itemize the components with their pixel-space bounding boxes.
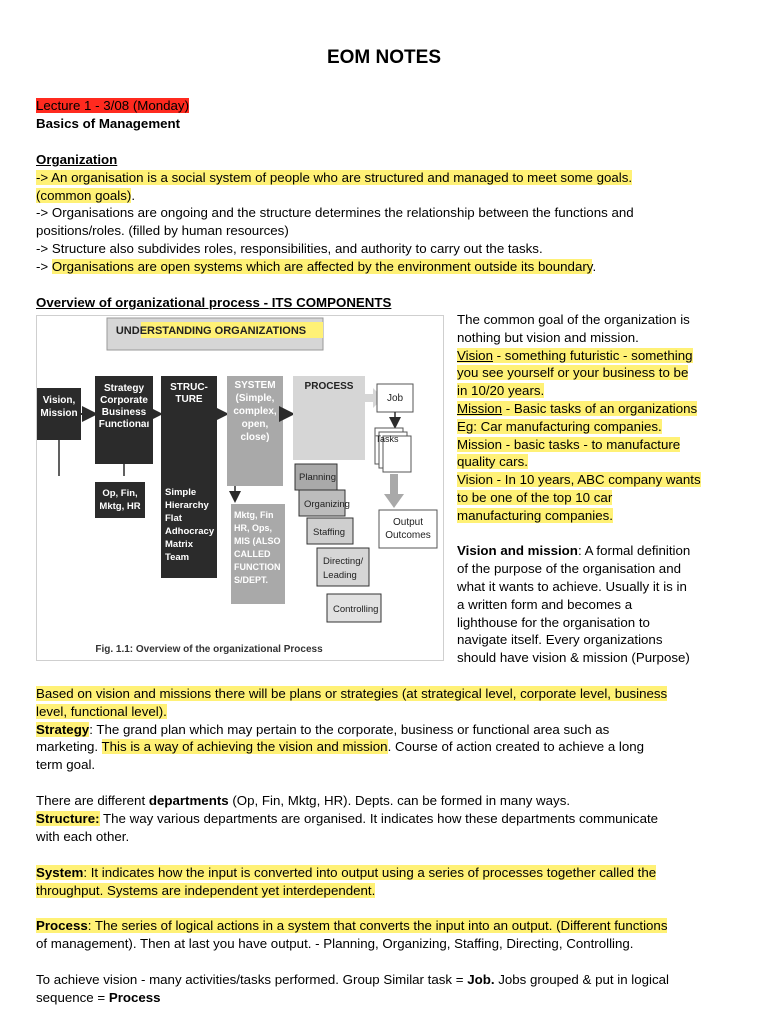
vm-def-1: : A formal definition [577, 543, 691, 559]
diagram-label: Tasks [375, 434, 399, 444]
process-result-term: Process [108, 989, 161, 1005]
plans-paragraph [36, 685, 726, 774]
overview-heading: Overview of organizational process - ITS COMPONENTS [36, 295, 392, 310]
org-point-1-cont: (common goals) [36, 187, 132, 203]
output-box [379, 510, 437, 548]
diagram-label: Organizing [304, 499, 350, 510]
tasks-box [375, 428, 411, 472]
strategy-def-2c: . Course of action created to achieve a long [387, 739, 645, 755]
org-point-1: -> An organisation is a social system of people who are structured and managed to meet some goals. [36, 169, 633, 185]
diagram-label: CALLED [234, 549, 271, 559]
structure-box [161, 376, 217, 482]
vision-def-2: you see yourself or your business to be [457, 365, 689, 381]
side-line-1: The common goal of the organization is [457, 312, 690, 327]
side-line-2: nothing but vision and mission. [457, 329, 639, 345]
tasks-pre: To achieve vision - many activities/tasks performed. Group Similar task = [36, 972, 468, 987]
diagram-label: Hierarchy [165, 500, 209, 511]
vm-def-5: lighthouse for the organisation to [457, 614, 650, 630]
mission-example-2: quality cars. [457, 454, 528, 470]
departments-post: (Op, Fin, Mktg, HR). Depts. can be formed in many ways. [228, 793, 571, 808]
example-line: Eg: Car manufacturing companies. [457, 418, 662, 434]
diagram-label: Leading [323, 570, 357, 581]
vm-def-7: should have vision & mission (Purpose) [457, 650, 690, 666]
org-point-2: -> Organisations are ongoing and the structure determines the relationship between the functions and [36, 205, 634, 221]
diagram-label: SYSTEM [234, 380, 276, 391]
vision-example-2: to be one of the top 10 car [457, 489, 613, 505]
org-point-1-tail: . [131, 187, 136, 203]
diagram-label: HR, Ops, [234, 523, 273, 533]
functions-box [231, 504, 285, 604]
org-point-4-prefix: -> [36, 258, 52, 274]
vision-mission-term: Vision and mission [457, 543, 578, 559]
organization-section [36, 151, 726, 276]
diagram-label: Strategy [103, 383, 145, 394]
job-term: Job. [467, 972, 495, 987]
vision-example-1: Vision - In 10 years, ABC company wants [457, 472, 701, 488]
mission-def-1: - Basic tasks of an organizations [502, 400, 698, 416]
departments-pre: There are different [36, 793, 149, 808]
lecture-subtitle: Basics of Management [36, 115, 181, 131]
diagram-label: Mission [40, 408, 78, 419]
lecture-label: Lecture 1 - 3/08 (Monday) [36, 98, 189, 113]
strategy-term: Strategy [36, 721, 90, 737]
diagram-label: Job [386, 393, 404, 404]
system-term: System [36, 865, 84, 880]
strategy-box [95, 376, 153, 464]
strategy-def-2b: This is a way of achieving the vision and mission [101, 739, 388, 755]
structure-term: Structure: [36, 810, 100, 826]
org-point-4-tail: . [592, 258, 597, 274]
diagram-label: TURE [175, 394, 203, 405]
org-point-4: Organisations are open systems which are affected by the environment outside its boundary [51, 258, 593, 274]
vision-def-3: in 10/20 years. [457, 383, 545, 399]
diagram-label: Mktg, HR [99, 501, 141, 512]
process-term: Process [36, 918, 88, 933]
diagram-label: complex, [233, 406, 277, 417]
figure-caption: Fig. 1.1: Overview of the organizational Process [95, 644, 323, 655]
lecture-header [36, 97, 726, 133]
process-box [293, 376, 365, 460]
system-def-2: throughput. Systems are independent yet interdependent. [36, 882, 376, 898]
departments-paragraph [36, 792, 726, 845]
banner [107, 318, 323, 350]
vm-def-6: navigate itself. Every organizations [457, 632, 663, 648]
structure-def-2: with each other. [36, 828, 130, 844]
sequence-pre: sequence = [36, 989, 109, 1005]
structure-def-1: The way various departments are organised. It indicates how these departments communicate [99, 810, 659, 826]
diagram-label: Outcomes [385, 530, 431, 541]
diagram-label: Op, Fin, [102, 488, 138, 499]
diagram-label: Flat [165, 513, 182, 524]
job-process-paragraph [36, 971, 726, 1007]
diagram-label: Team [165, 552, 190, 563]
vm-def-4: a written form and becomes a [457, 596, 633, 612]
system-paragraph [36, 864, 726, 900]
diagram-label: FUNCTION [234, 562, 281, 572]
diagram-label: Mktg, Fin [234, 510, 274, 520]
diagram-label: Functional [98, 419, 150, 430]
vision-example-3: manufacturing companies. [457, 507, 613, 523]
diagram-label: Business [101, 407, 147, 418]
op-fin-box [95, 482, 145, 518]
diagram-label: (Simple, [235, 393, 275, 404]
diagram-label: Corporate [100, 395, 148, 406]
org-point-2-cont: positions/roles. (filled by human resources) [36, 223, 289, 239]
strategy-def-3: term goal. [36, 757, 96, 773]
tasks-post: Jobs grouped & put in logical [494, 972, 669, 987]
vision-def-1: - something futuristic - something [492, 347, 693, 363]
diagram-label: PROCESS [304, 381, 354, 392]
vision-box [37, 388, 81, 440]
organization-process-figure [36, 315, 444, 661]
vm-def-2: of the purpose of the organisation and [457, 561, 681, 577]
vision-term: Vision [457, 347, 493, 363]
diagram-label: close) [240, 432, 270, 443]
strategy-def-2a: marketing. [36, 739, 102, 755]
diagram-label: Staffing [313, 527, 346, 538]
process-paragraph [36, 917, 726, 953]
diagram-label: Planning [299, 472, 336, 483]
plans-line-2: level, functional level). [36, 703, 167, 719]
system-def-1: : It indicates how the input is converted into output using a series of processes together called the [83, 865, 657, 880]
mission-term: Mission [457, 400, 503, 416]
diagram-label: Output [392, 517, 424, 528]
process-def-2: of management). Then at last you have output. - Planning, Organizing, Staffing, Directing, Controlling. [36, 935, 634, 951]
diagram-label: Matrix [165, 539, 193, 550]
diagram-label: Directing/ [323, 556, 364, 567]
hierarchy-box [161, 482, 217, 578]
diagram-label: STRUC- [170, 382, 208, 393]
strategy-def-1: : The grand plan which may pertain to the corporate, business or functional area such as [89, 721, 610, 737]
banner-label: UNDERSTANDING ORGANIZATIONS [115, 325, 307, 337]
page-title: EOM NOTES [326, 47, 441, 68]
diagram-label: Vision, [42, 395, 76, 406]
diagram-label: open, [241, 419, 269, 430]
diagram-label: Controlling [333, 604, 379, 615]
mission-example-1: Mission - basic tasks - to manufacture [457, 436, 681, 452]
process-diagram [37, 316, 443, 660]
departments-term: departments [148, 793, 229, 808]
management-steps [295, 464, 381, 622]
process-def-1: : The series of logical actions in a system that converts the input into an output. (Different functions [87, 918, 668, 933]
vm-def-3: what it wants to achieve. Usually it is in [457, 578, 687, 594]
diagram-label: MIS (ALSO [234, 536, 281, 546]
diagram-label: Simple [165, 487, 197, 498]
diagram-label: S/DEPT. [234, 575, 269, 585]
diagram-label: Adhocracy [165, 526, 215, 537]
plans-line-1: Based on vision and missions there will be plans or strategies (at strategical level, corporate level, business [36, 686, 668, 701]
vision-mission-notes [457, 311, 727, 667]
organization-heading: Organization [36, 152, 118, 167]
org-point-3: -> Structure also subdivides roles, responsibilities, and authority to carry out the tasks. [36, 240, 543, 256]
job-box [377, 384, 413, 412]
system-box [227, 376, 283, 486]
